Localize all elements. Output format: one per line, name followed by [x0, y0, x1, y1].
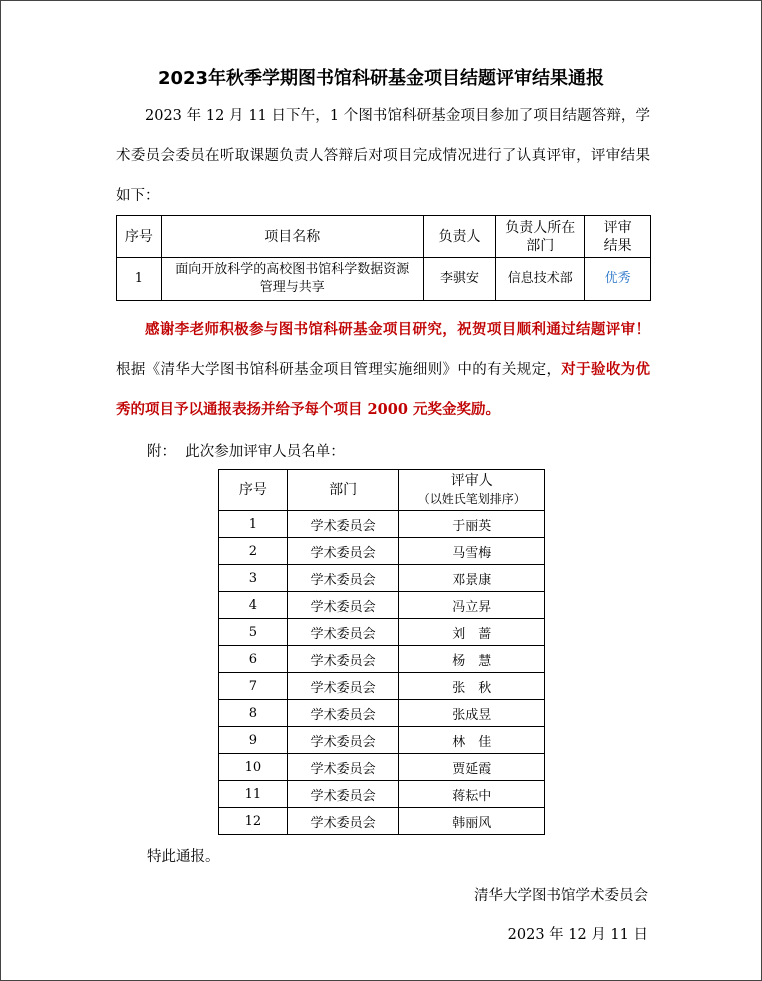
project-table-header — [117, 216, 651, 258]
cell-no: 4 — [219, 592, 288, 619]
cell-reviewer-name: 韩丽风 — [399, 808, 545, 835]
cell-reviewer-name: 林 佳 — [399, 727, 545, 754]
table-row — [219, 727, 545, 754]
cell-no: 1 — [219, 511, 288, 538]
thanks-red-text-2: 对于验收为优秀的项目予以通报表扬并给予每个项目 2000 元奖金奖励。 — [116, 361, 651, 418]
cell-project-name — [161, 258, 423, 301]
header-reviewer-text: 评审人 — [450, 473, 493, 489]
cell-no: 11 — [219, 781, 288, 808]
cell-dept: 学术委员会 — [287, 538, 399, 565]
cell-no: 9 — [219, 727, 288, 754]
table-row — [219, 754, 545, 781]
cell-leader: 李骐安 — [423, 258, 496, 301]
cell-reviewer-name: 杨 慧 — [399, 646, 545, 673]
header-no: 序号 — [117, 216, 162, 258]
cell-reviewer-name: 马雪梅 — [399, 538, 545, 565]
cell-dept: 学术委员会 — [287, 619, 399, 646]
header-result — [585, 216, 651, 258]
cell-dept: 学术委员会 — [287, 781, 399, 808]
header-reviewer-note: （以姓氏笔划排序） — [417, 492, 526, 506]
project-table — [116, 215, 651, 301]
cell-no: 1 — [117, 258, 162, 301]
table-row — [219, 619, 545, 646]
table-row — [219, 565, 545, 592]
thanks-paragraph — [116, 310, 650, 430]
table-row — [219, 673, 545, 700]
table-row — [117, 258, 651, 301]
cell-dept: 学术委员会 — [287, 754, 399, 781]
attachment-label: 附： 此次参加评审人员名单： — [147, 444, 345, 460]
closing-text: 特此通报。 — [147, 849, 220, 865]
cell-no: 7 — [219, 673, 288, 700]
header-leader-dept-text: 负责人所在部门 — [505, 219, 576, 254]
cell-no: 8 — [219, 700, 288, 727]
header-leader-dept — [496, 216, 585, 258]
table-row — [219, 808, 545, 835]
document-date: 2023 年 12 月 11 日 — [507, 927, 648, 943]
cell-no: 2 — [219, 538, 288, 565]
cell-reviewer-name: 于丽英 — [399, 511, 545, 538]
signature: 清华大学图书馆学术委员会 — [474, 888, 648, 904]
reviewer-table — [218, 469, 545, 835]
table-row — [219, 700, 545, 727]
header-no: 序号 — [219, 470, 288, 511]
cell-no: 6 — [219, 646, 288, 673]
cell-dept: 学术委员会 — [287, 700, 399, 727]
cell-dept: 学术委员会 — [287, 592, 399, 619]
cell-no: 3 — [219, 565, 288, 592]
cell-reviewer-name: 蒋耘中 — [399, 781, 545, 808]
cell-reviewer-name: 刘 蔷 — [399, 619, 545, 646]
thanks-normal-text: 根据《清华大学图书馆科研基金项目管理实施细则》中的有关规定， — [116, 362, 562, 378]
reviewer-table-header — [219, 470, 545, 511]
cell-dept: 学术委员会 — [287, 565, 399, 592]
table-row — [219, 646, 545, 673]
cell-reviewer-name: 张 秋 — [399, 673, 545, 700]
cell-no: 10 — [219, 754, 288, 781]
intro-paragraph: 2023 年 12 月 11 日下午，1 个图书馆科研基金项目参加了项目结题答辩，学术委员会委员在听取课题负责人答辩后对项目完成情况进行了认真评审，评审结果如下： — [116, 108, 650, 204]
cell-dept: 学术委员会 — [287, 727, 399, 754]
project-name-text: 面向开放科学的高校图书馆科学数据资源管理与共享 — [175, 262, 410, 295]
cell-reviewer-name: 贾延霞 — [399, 754, 545, 781]
cell-reviewer-name: 张成昱 — [399, 700, 545, 727]
cell-dept: 学术委员会 — [287, 646, 399, 673]
table-row — [219, 781, 545, 808]
cell-dept: 学术委员会 — [287, 511, 399, 538]
cell-dept: 信息技术部 — [496, 258, 585, 301]
header-project-name: 项目名称 — [161, 216, 423, 258]
cell-result: 优秀 — [585, 258, 651, 301]
cell-dept: 学术委员会 — [287, 808, 399, 835]
table-row — [219, 538, 545, 565]
table-row — [219, 511, 545, 538]
cell-dept: 学术委员会 — [287, 673, 399, 700]
cell-no: 5 — [219, 619, 288, 646]
reviewer-rows — [219, 511, 545, 835]
table-row — [219, 592, 545, 619]
header-result-text: 评审结果 — [603, 219, 632, 254]
header-dept: 部门 — [287, 470, 399, 511]
thanks-red-text: 感谢李老师积极参与图书馆科研基金项目研究，祝贺项目顺利通过结题评审！ — [145, 321, 650, 338]
header-leader: 负责人 — [423, 216, 496, 258]
cell-reviewer-name: 邓景康 — [399, 565, 545, 592]
cell-reviewer-name: 冯立昇 — [399, 592, 545, 619]
document-title: 2023年秋季学期图书馆科研基金项目结题评审结果通报 — [157, 68, 605, 89]
header-reviewer — [399, 470, 545, 511]
cell-no: 12 — [219, 808, 288, 835]
